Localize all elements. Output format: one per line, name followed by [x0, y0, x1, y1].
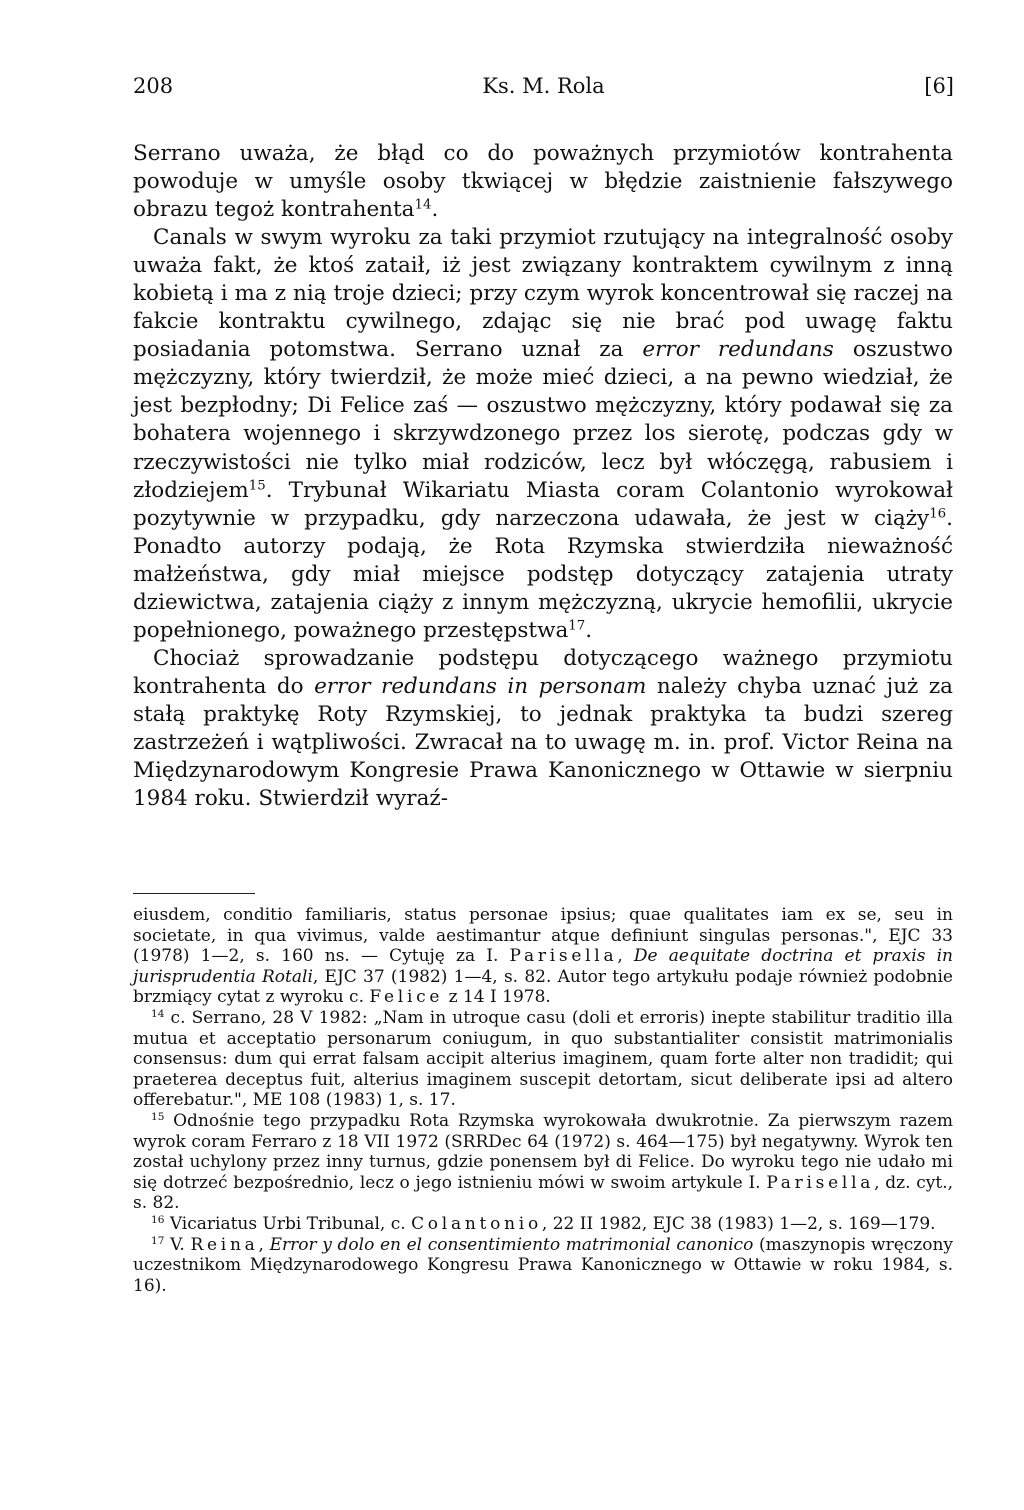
- paragraph-3: Chociaż sprowadzanie podstępu dotyczącego ważnego przymiotu kontrahenta do error redundans in personam należy chyba uznać już za stałą praktykę Roty Rzymskiej, to jednak praktyka ta budzi szereg zastrzeżeń i wątpliwości. Zwracał na to uwagę m. in. prof. Victor Reina na Międzynarodowym Kongresie Prawa Kanonicznego w Ottawie w sierpniu 1984 roku. Stwierdził wyraź-: [133, 645, 953, 812]
- cited-title: Error y dolo en el consentimiento matrimonial canonico: [269, 1234, 754, 1255]
- footnote-ref-16[interactable]: 16: [929, 506, 947, 522]
- cited-author: Felice: [369, 987, 444, 1008]
- footnote-17: $^{17}$ V. Reina, Error y dolo en el consentimiento matrimonial canonico (maszynopis wręczony uczestnikom Międzynarodowego Kongresu Prawa Kanonicznego w Ottawie w roku 1984, s. 16).: [133, 1234, 954, 1296]
- footnotes: [133, 905, 953, 1296]
- term-error-redundans: error redundans: [642, 337, 834, 363]
- footnote-mark: 15: [151, 1111, 165, 1124]
- footnote-ref-15[interactable]: 15: [248, 478, 266, 494]
- footnote-ref-17[interactable]: 17: [568, 618, 586, 634]
- footnote-mark: 16: [151, 1214, 165, 1227]
- cited-author: Reina: [190, 1234, 259, 1255]
- cited-author: Parisella: [766, 1172, 875, 1193]
- footnote-separator: [133, 893, 255, 894]
- footnote-16: $^{16}$ Vicariatus Urbi Tribunal, c. Colantonio, 22 II 1982, EJC 38 (1983) 1—2, s. 169—179.: [151, 1213, 936, 1234]
- footnote-15: $^{15}$ Odnośnie tego przypadku Rota Rzymska wyrokowała dwukrotnie. Za pierwszym razem wyrok coram Ferraro z 18 VII 1972 (SRRDec 64 (1972) s. 464—175) był negatywny. Wyrok ten został uchylony przez inny turnus, gdzie ponensem był di Felice. Do wyroku tego nie udało mi się dotrzeć bezpośrednio, lecz o jego istnieniu mówi w swoim artykule I. Parisella, dz. cyt., s. 82.: [133, 1110, 954, 1214]
- paragraph-2: Canals w swym wyroku za taki przymiot rzutujący na integralność osoby uważa fakt, że ktoś zataił, iż jest związany kontraktem cywilnym z inną kobietą i ma z nią troje dzieci; przy czym wyrok koncentrował się raczej na fakcie kontraktu cywilnego, zdając się nie brać pod uwagę faktu posiadania potomstwa. Serrano uznał za error redundans oszustwo mężczyzny, który twierdził, że może mieć dzieci, a na pewno wiedział, że jest bezpłodny; Di Felice zaś — oszustwo mężczyzny, który podawał się za bohatera wojennego i skrzywdzonego przez los sierotę, podczas gdy w rzeczywistości nie tylko miał rodziców, lecz był włóczęgą, rabusiem i złodziejem$^{15}$. Trybunał Wikariatu Miasta coram Colantonio wyrokował pozytywnie w przypadku, gdy narzeczona udawała, że jest w ciąży$^{16}$. Ponadto autorzy podają, że Rota Rzymska stwierdziła nieważność małżeństwa, gdy miał miejsce podstęp dotyczący zatajenia utraty dziewictwa, zatajenia ciąży z innym mężczyzną, ukrycie hemofilii, ukrycie popełnionego, poważnego przestępstwa$^{17}$.: [133, 225, 953, 643]
- footnote-mark: 17: [151, 1234, 165, 1247]
- cited-title: De aequitate doctrina et praxis in jurisprudentia Rotali: [133, 946, 953, 987]
- section-number: [6]: [924, 74, 954, 98]
- footnote-mark: 14: [151, 1008, 165, 1021]
- main-text: [133, 140, 953, 813]
- cited-author: Colantonio: [411, 1213, 542, 1234]
- paragraph-1: Serrano uważa, że błąd co do poważnych przymiotów kontrahenta powoduje w umyśle osoby tkwiącej w błędzie zaistnienie fałszywego obrazu tegoż kontrahenta$^{14}$.: [133, 141, 953, 223]
- footnote-continuation: eiusdem, conditio familiaris, status personae ipsius; quae qualitates iam ex se, seu in societate, in qua vivimus, valde aestimantur atque definiunt singulas personas.", EJC 33 (1978) 1—2, s. 160 ns. — Cytuję za I. Parisella, De aequitate doctrina et praxis in jurisprudentia Rotali, EJC 37 (1982) 1—4, s. 82. Autor tego artykułu podaje również podobnie brzmiący cytat z wyroku c. Felice z 14 I 1978.: [133, 905, 953, 1008]
- footnote-14: $^{14}$ c. Serrano, 28 V 1982: „Nam in utroque casu (doli et erroris) inepte stabilitur traditio illa mutua et acceptatio personarum coniugum, in quo substantialiter consistit matrimonialis consensus: dum qui errat falsam accipit alterius imaginem, quam forte alter non tradidit; qui praeterea deceptus fuit, alterius imaginem suscepit detortam, sicut deliberate ipsi ad altero offerebatur.", ME 108 (1983) 1, s. 17.: [133, 1007, 954, 1111]
- running-header: [133, 74, 954, 108]
- running-title: Ks. M. Rola: [482, 74, 605, 98]
- page-number: 208: [133, 74, 174, 98]
- footnote-ref-14[interactable]: 14: [414, 197, 432, 213]
- term-error-redundans-in-personam: error redundans in personam: [314, 673, 647, 699]
- cited-author: Parisella: [509, 946, 618, 967]
